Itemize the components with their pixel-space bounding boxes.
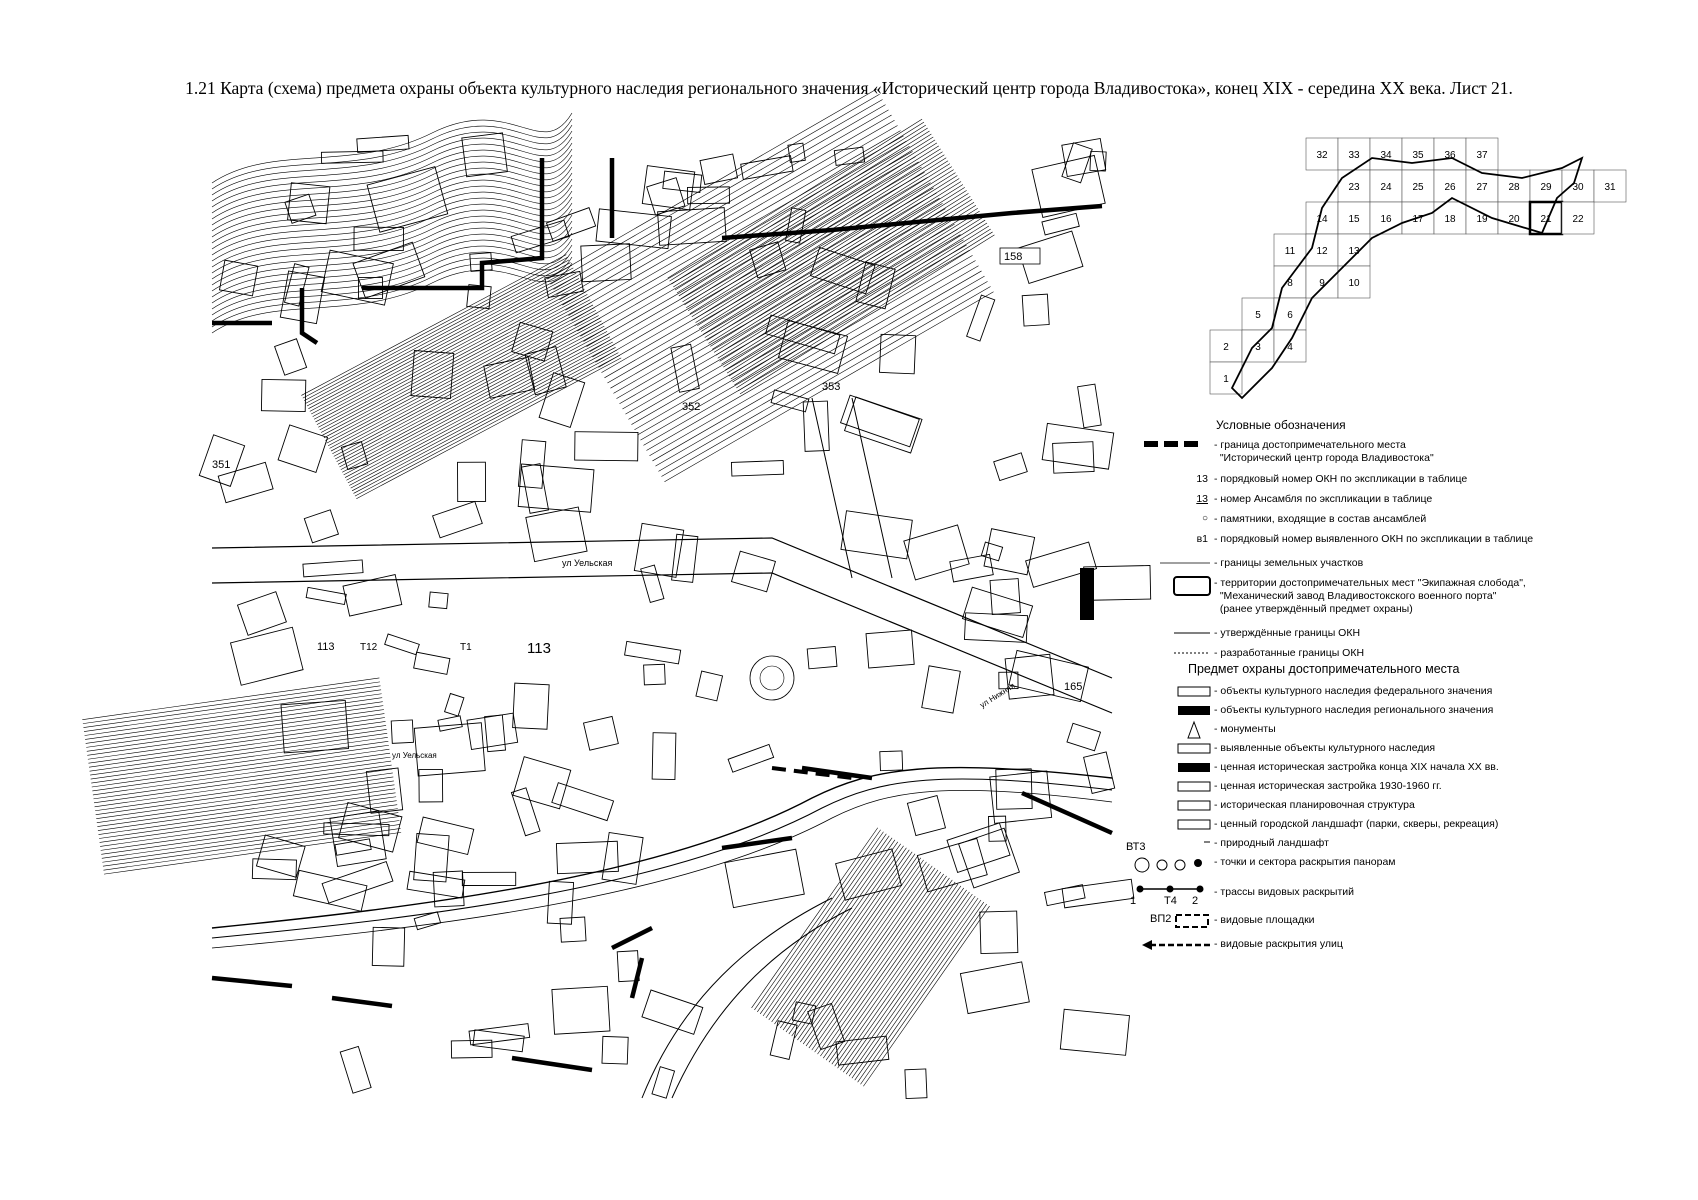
index-sheet-label: 19	[1476, 214, 1488, 225]
filled-bar-icon	[1130, 758, 1214, 778]
index-sheet-label: 4	[1287, 342, 1293, 353]
legend-item-boundary: - граница достопримечательного места "Исторический центр города Владивостока"	[1130, 436, 1570, 466]
legend-item-text: - трассы видовых раскрытий	[1214, 886, 1355, 898]
index-sheet-label: 11	[1284, 246, 1296, 257]
index-sheet-label: 23	[1348, 182, 1360, 193]
legend-item-okn-number: 13 - порядковый номер ОКН по экспликации в таблице	[1196, 473, 1468, 485]
trace-point-label: Т4	[1164, 895, 1177, 907]
regional-heritage-object[interactable]	[1080, 568, 1094, 620]
index-sheet-label: 24	[1380, 182, 1392, 193]
index-sheet-label: 21	[1540, 214, 1552, 225]
legend-item-text: - объекты культурного наследия регионального значения	[1214, 704, 1494, 716]
index-sheet-label: 2	[1223, 342, 1229, 353]
index-sheet-label: 18	[1444, 214, 1456, 225]
index-sheet-label: 3	[1255, 342, 1261, 353]
index-sheet-label: 13	[1348, 246, 1360, 257]
object-number-165[interactable]: 165	[1064, 681, 1083, 693]
index-sheet-label: 34	[1380, 150, 1392, 161]
hollow-bar-icon	[1130, 815, 1214, 835]
legend-item-text: - видовые площадки	[1214, 914, 1315, 926]
legend-item-hollow-bar-5	[1130, 777, 1570, 797]
hollow-bar-icon	[1130, 682, 1214, 702]
index-sheet-label: 35	[1412, 150, 1424, 161]
index-sheet-label: 5	[1255, 310, 1261, 321]
street-label-3: ул Нижняя	[978, 681, 1017, 710]
legend-item-developed-boundaries: - разработанные границы ОКН	[1130, 644, 1570, 664]
index-sheet-label: 26	[1444, 182, 1456, 193]
solid-line-icon	[1130, 624, 1214, 644]
hollow-bar-icon	[1130, 739, 1214, 759]
legend-item-text: - точки и сектора раскрытия панорам	[1214, 856, 1396, 868]
index-sheet-label: 25	[1412, 182, 1424, 193]
thin-line-icon	[1130, 554, 1214, 574]
index-sheet-label: 8	[1287, 278, 1293, 289]
legend-item-approved-boundaries: - утверждённые границы ОКН	[1130, 624, 1570, 644]
index-sheet-label: 22	[1572, 214, 1584, 225]
index-sheet-label: 9	[1319, 278, 1325, 289]
legend-item-filled-bar-4	[1130, 758, 1570, 778]
legend-item-text: - природный ландшафт	[1214, 837, 1329, 849]
object-number-351[interactable]: 351	[212, 459, 231, 471]
index-sheet-label: 30	[1572, 182, 1584, 193]
rounded-rect-icon	[1130, 574, 1214, 598]
index-sheet-label: 37	[1476, 150, 1488, 161]
object-number-113b[interactable]: 113	[527, 640, 551, 657]
street-label-2: ул Уельская	[392, 751, 437, 760]
index-sheet-label: 36	[1444, 150, 1456, 161]
platform-icon	[1130, 911, 1214, 931]
trace-point-label: 1	[1130, 895, 1137, 907]
index-sheet-label: 33	[1348, 150, 1360, 161]
index-sheet-label: 32	[1316, 150, 1328, 161]
hollow-bar-icon	[1130, 796, 1214, 816]
filled-bar-icon	[1130, 701, 1214, 721]
index-sheet-label: 14	[1316, 214, 1328, 225]
cadastral-map[interactable]	[212, 138, 1112, 1098]
object-number-158[interactable]: 158	[1004, 251, 1023, 263]
trace-point-label: 2	[1192, 895, 1199, 907]
legend-subtitle: Предмет охраны достопримечательного места	[1188, 662, 1460, 676]
index-sheet-label: 15	[1348, 214, 1360, 225]
object-number-353[interactable]: 353	[822, 381, 841, 393]
legend-item-text: - выявленные объекты культурного наследия	[1214, 742, 1436, 754]
legend-item-text: - объекты культурного наследия федерального значения	[1214, 685, 1493, 697]
legend-item-hollow-bar-7	[1130, 815, 1570, 835]
legend-item-text: - ценная историческая застройка 1930-1960 гг.	[1214, 780, 1442, 792]
dotted-line-icon	[1130, 644, 1214, 664]
legend-item-platform-11	[1130, 911, 1570, 931]
legend-title: Условные обозначения	[1216, 418, 1346, 432]
index-sheet-label: 28	[1508, 182, 1520, 193]
object-number-113a[interactable]: 113	[317, 641, 335, 653]
index-sheet-label: 27	[1476, 182, 1488, 193]
legend-item-hollow-bar-0	[1130, 682, 1570, 702]
legend-symbol-label: ВП2	[1150, 913, 1172, 925]
legend-item-text: - ценный городской ландшафт (парки, скверы, рекреация)	[1214, 818, 1499, 830]
index-sheet-label: 1	[1223, 374, 1229, 385]
index-sheet-label: 31	[1604, 182, 1616, 193]
legend-item-ensemble-number: 13 - номер Ансамбля по экспликации в таблице	[1196, 493, 1433, 505]
legend-item-text: - монументы	[1214, 723, 1276, 735]
legend-item-hollow-bar-3	[1130, 739, 1570, 759]
legend-symbol-label: ВТ3	[1126, 841, 1146, 853]
legend-item-triangle-2	[1130, 720, 1570, 740]
object-number-352[interactable]: 352	[682, 401, 701, 413]
legend-item-trace-10	[1130, 883, 1570, 907]
map-legend	[1126, 418, 1570, 978]
legend-item-filled-bar-1	[1130, 701, 1570, 721]
dashed-boundary-icon	[1130, 436, 1214, 456]
sheet-index-grid	[1162, 138, 1616, 420]
arrow-icon	[1130, 935, 1214, 955]
index-sheet-label: 6	[1287, 310, 1293, 321]
index-sheet-label: 20	[1508, 214, 1520, 225]
index-sheet-label: 12	[1316, 246, 1328, 257]
street-label-1: ул Уельская	[562, 558, 613, 568]
panorama-icon	[1130, 853, 1214, 873]
legend-item-identified-okn: в1 - порядковый номер выявленного ОКН по экспликации в таблице	[1196, 533, 1534, 545]
legend-item-arrow-12	[1130, 935, 1570, 955]
legend-item-sight-territories: - территории достопримечательных мест "Экипажная слобода", "Механический завод Владивостокского военного порта" (ранее утверждённый предмет охраны)	[1130, 574, 1570, 620]
index-sheet-label: 17	[1412, 214, 1424, 225]
legend-item-ensemble-monuments: ○ - памятники, входящие в состав ансамблей	[1201, 513, 1427, 525]
legend-item-text: - ценная историческая застройка конца XIX начала XX вв.	[1214, 761, 1499, 773]
legend-item-text: - историческая планировочная структура	[1214, 799, 1415, 811]
index-sheet-label: 10	[1348, 278, 1360, 289]
index-sheet-label: 29	[1540, 182, 1552, 193]
page-title: 1.21 Карта (схема) предмета охраны объекта культурного наследия регионального значения «Исторический центр города Владивостока», конец XIX - середина XX века. Лист 21.	[185, 78, 1513, 98]
legend-item-hollow-bar-6	[1130, 796, 1570, 816]
triangle-icon	[1130, 720, 1214, 740]
trace-label-t1[interactable]: Т1	[460, 642, 472, 653]
legend-item-land-plots: - границы земельных участков	[1130, 554, 1570, 574]
legend-item-text: - видовые раскрытия улиц	[1214, 938, 1343, 950]
trace-label-t12[interactable]: Т12	[360, 642, 378, 653]
legend-item-tick-8	[1130, 834, 1570, 854]
hollow-bar-icon	[1130, 777, 1214, 797]
index-sheet-label: 16	[1380, 214, 1392, 225]
